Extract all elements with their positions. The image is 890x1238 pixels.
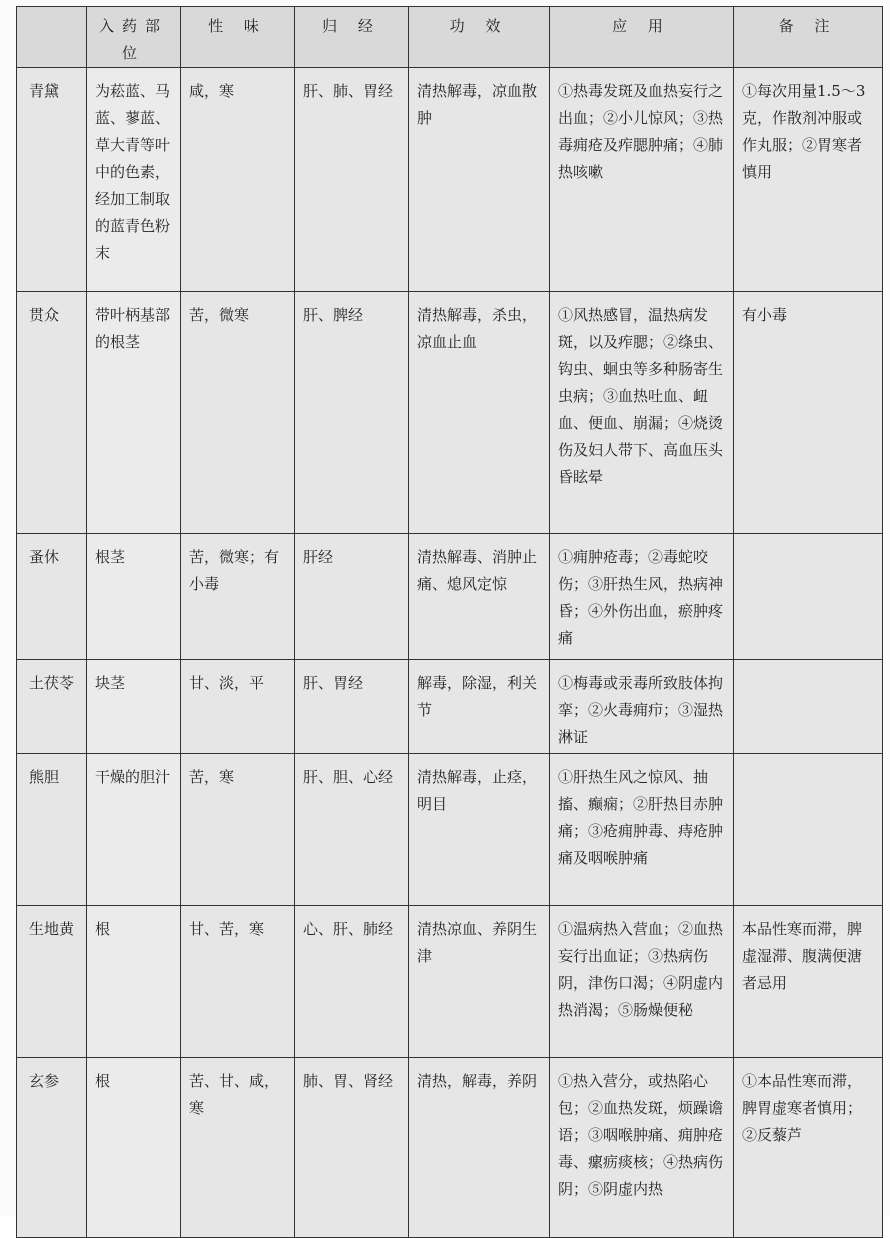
herb-part: 根茎 bbox=[87, 534, 181, 660]
table-row bbox=[17, 906, 883, 1058]
herb-name: 熊胆 bbox=[17, 754, 87, 906]
table-row bbox=[17, 68, 883, 292]
header-part: 入药部位 bbox=[87, 7, 181, 68]
herb-meridian: 肝、脾经 bbox=[295, 292, 409, 534]
table-row bbox=[17, 660, 883, 754]
herb-note: 本品性寒而滞，脾虚湿滞、腹满便溏者忌用 bbox=[734, 906, 883, 1058]
herb-nature: 苦，寒 bbox=[181, 754, 295, 906]
header-application: 应 用 bbox=[550, 7, 734, 68]
herb-application: ①梅毒或汞毒所致肢体拘挛；②火毒痈疖；③湿热淋证 bbox=[550, 660, 734, 754]
herb-note bbox=[734, 754, 883, 906]
header-nature: 性 味 bbox=[181, 7, 295, 68]
herb-part bbox=[87, 68, 181, 292]
table-row bbox=[17, 534, 883, 660]
herb-note bbox=[734, 660, 883, 754]
herb-nature: 甘、淡，平 bbox=[181, 660, 295, 754]
herb-effect: 清热解毒、消肿止痛、熄风定惊 bbox=[409, 534, 550, 660]
table-row bbox=[17, 292, 883, 534]
herb-note bbox=[734, 534, 883, 660]
herb-part: 块茎 bbox=[87, 660, 181, 754]
herb-nature: 苦、甘、咸，寒 bbox=[181, 1058, 295, 1238]
herb-name: 玄参 bbox=[17, 1058, 87, 1238]
herb-part: 干燥的胆汁 bbox=[87, 754, 181, 906]
herb-effect: 清热凉血、养阴生津 bbox=[409, 906, 550, 1058]
herb-effect: 清热解毒，凉血散肿 bbox=[409, 68, 550, 292]
herb-meridian: 肝、胆、心经 bbox=[295, 754, 409, 906]
herb-name: 蚤休 bbox=[17, 534, 87, 660]
herb-name: 生地黄 bbox=[17, 906, 87, 1058]
herb-part: 根 bbox=[87, 906, 181, 1058]
table-row bbox=[17, 1058, 883, 1238]
header-name bbox=[17, 7, 87, 68]
herb-table bbox=[16, 6, 883, 1238]
herb-meridian: 肝、肺、胃经 bbox=[295, 68, 409, 292]
header-meridian: 归 经 bbox=[295, 7, 409, 68]
herb-part: 根 bbox=[87, 1058, 181, 1238]
herb-name: 土茯苓 bbox=[17, 660, 87, 754]
herb-effect: 清热解毒，杀虫，凉血止血 bbox=[409, 292, 550, 534]
herb-part-text: 为菘蓝、马蓝、蓼蓝、草大青等叶中的色素，经加工制取的蓝青色粉末 bbox=[95, 82, 171, 262]
herb-application: ①热入营分，或热陷心包；②血热发斑，烦躁谵语；③咽喉肿痛、痈肿疮毒、瘰疬痰核；④热病伤阴；⑤阴虚内热 bbox=[550, 1058, 734, 1238]
herb-meridian: 肺、胃、肾经 bbox=[295, 1058, 409, 1238]
herb-application: ①热毒发斑及血热妄行之出血；②小儿惊风；③热毒痈疮及痄腮肿痛；④肺热咳嗽 bbox=[550, 68, 734, 292]
herb-application: ①风热感冒，温热病发斑，以及痄腮；②绦虫、钩虫、蛔虫等多种肠寄生虫病；③血热吐血、衄血、便血、崩漏；④烧烫伤及妇人带下、高血压头昏眩晕 bbox=[550, 292, 734, 534]
herb-nature: 咸，寒 bbox=[181, 68, 295, 292]
herb-application: ①痈肿疮毒；②毒蛇咬伤；③肝热生风，热病神昏；④外伤出血，瘀肿疼痛 bbox=[550, 534, 734, 660]
herb-nature: 苦，微寒；有小毒 bbox=[181, 534, 295, 660]
herb-name: 青黛 bbox=[17, 68, 87, 292]
header-note: 备 注 bbox=[734, 7, 883, 68]
herb-note: ①每次用量1.5～3克，作散剂冲服或作丸服；②胃寒者慎用 bbox=[734, 68, 883, 292]
herb-note: ①本品性寒而滞，脾胃虚寒者慎用；②反藜芦 bbox=[734, 1058, 883, 1238]
herb-name: 贯众 bbox=[17, 292, 87, 534]
herb-effect: 清热解毒，止痉，明目 bbox=[409, 754, 550, 906]
herb-nature: 苦，微寒 bbox=[181, 292, 295, 534]
header-row bbox=[17, 7, 883, 68]
header-effect: 功 效 bbox=[409, 7, 550, 68]
herb-part: 带叶柄基部的根茎 bbox=[87, 292, 181, 534]
herb-application: ①温病热入营血；②血热妄行出血证；③热病伤阴，津伤口渴；④阴虚内热消渴；⑤肠燥便秘 bbox=[550, 906, 734, 1058]
herb-meridian: 肝经 bbox=[295, 534, 409, 660]
herb-meridian: 肝、胃经 bbox=[295, 660, 409, 754]
herb-nature: 甘、苦，寒 bbox=[181, 906, 295, 1058]
herb-application: ①肝热生风之惊风、抽搐、癫痫；②肝热目赤肿痛；③疮痈肿毒、痔疮肿痛及咽喉肿痛 bbox=[550, 754, 734, 906]
herb-note: 有小毒 bbox=[734, 292, 883, 534]
herb-meridian: 心、肝、肺经 bbox=[295, 906, 409, 1058]
herb-effect: 解毒，除湿，利关节 bbox=[409, 660, 550, 754]
herb-effect: 清热，解毒，养阴 bbox=[409, 1058, 550, 1238]
table-row bbox=[17, 754, 883, 906]
